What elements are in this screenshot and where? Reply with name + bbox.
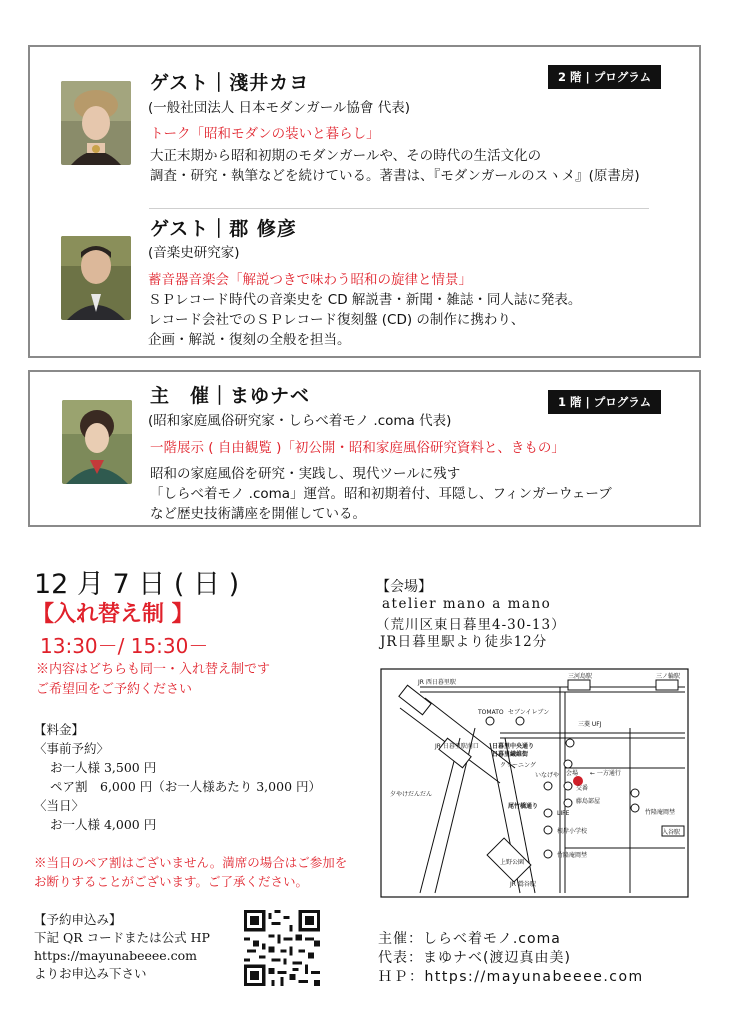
event-system: 【入れ替え制 】 [32,601,194,627]
qr-code[interactable] [244,910,320,986]
fee-notice-2: お断りすることがございます。ご了承ください。 [34,874,309,889]
host-photo [62,400,132,484]
guest2-photo [61,236,131,320]
map-label-yuyake: 夕やけだんだん [390,791,433,798]
host-desc-3: など歴史技術講座を開催している。 [150,506,366,522]
host-name: 主 催｜まゆナベ [150,385,311,407]
reservation-line1: 下記 QR コードまたは公式 HP [34,930,210,945]
map-label-koban: 交番 [576,785,589,792]
event-date: 12 月 7 日 ( 日 ) [34,569,240,600]
map-label-uguisudani: JR 鶯谷駅 [510,881,536,888]
fee-pre-pair: ペア割 6,000 円（お一人様あたり 3,000 円） [50,779,321,794]
map-label-takedai-r: 竹隆庵岡埜 [645,809,676,816]
guest1-program: トーク「昭和モダンの装いと暮らし」 [150,126,380,142]
fee-title: 【料金】 [34,722,85,737]
guest2-program: 蓄音器音楽会「解説つきで味わう昭和の旋律と情景」 [148,272,472,288]
event-times: 13:30－/ 15:30－ [40,634,209,658]
map-label-iriya: 入谷駅 [662,829,681,836]
map-label-street1: 日暮里中央通り [492,743,535,750]
guest1-affiliation: (一般社団法人 日本モダンガール協會 代表) [148,100,410,116]
venue-name: atelier mano a mano [382,596,552,612]
map-label-fujiya: 藤島部屋 [576,798,601,805]
fee-pre-label: 〈事前予約〉 [34,741,110,756]
guest1-name: ゲスト｜淺井カヨ [150,72,310,94]
guest2-affiliation: (音楽史研究家) [148,245,240,261]
host-program: 一階展示 ( 自由観覧 )「初公開・昭和家庭風俗研究資料と、きもの」 [150,440,565,456]
map-label-takedai-b: 竹隆庵岡埜 [557,852,588,859]
host-affiliation: (昭和家庭風俗研究家・しらべ着モノ .coma 代表) [148,413,452,429]
map-label-school: 根岸小学校 [557,828,588,835]
map-label-oneway: ← 一方通行 [590,770,621,777]
event-note-2: ご希望回をご予約ください [36,682,193,697]
guest2-desc-1: ＳＰレコード時代の音楽史を CD 解説書・新聞・雑誌・同人誌に発表。 [148,292,582,308]
credit-hp[interactable]: ＨＰ：https://mayunabeeee.com [378,969,644,985]
map-label-takeday: 尾竹橋通り [508,803,539,810]
map-label-minowa: 三ノ輪駅 [656,673,681,680]
map-label-street2: 日暮里繊維街 [492,751,529,758]
event-note-1: ※内容はどちらも同一・入れ替え制です [36,662,271,677]
guest2-name: ゲスト｜郡 修彦 [150,218,297,240]
guest2-desc-2: レコード会社でのＳＰレコード復刻盤 (CD) の制作に携わり、 [148,312,525,328]
map-label-tomato: TOMATO [478,709,504,716]
guest1-desc-1: 大正末期から昭和初期のモダンガールや、その時代の生活文化の [150,148,542,164]
map-label-mufg: 三菱 UFJ [578,721,602,728]
venue-title: 【会場】 [376,579,432,595]
credit-organizer: 主催：しらべ着モノ.coma [378,931,561,947]
guest1-photo [61,81,131,165]
map-label-nippori-south: JR 日暮里駅南口 [435,743,479,750]
fee-day-label: 〈当日〉 [34,798,85,813]
map-label-life: LIFE [557,810,570,817]
fee-pre-single: お一人様 3,500 円 [50,760,157,775]
map-label-venue: 会場 [566,770,579,777]
host-badge: 1 階 | プログラム [548,390,661,414]
host-desc-1: 昭和の家庭風俗を研究・実践し、現代ツールに残す [150,466,461,482]
map-label-jr-nishi: JR 西日暮里駅 [418,679,456,686]
divider [149,208,649,209]
reservation-line3: よりお申込み下さい [34,966,147,981]
map-label-seven: セブンイレブン [508,709,550,716]
guest1-desc-2: 調査・研究・執筆などを続けている。著書は、『モダンガールのスヽメ』(原書房) [150,168,640,184]
guest1-badge: 2 階 | プログラム [548,65,661,89]
map-label-inaya: いなげや [535,772,560,779]
map-label-ueno: 上野公園 [500,859,525,866]
venue-address: （荒川区東日暮里4-30-13） [376,617,566,633]
access-map [380,668,689,898]
fee-notice-1: ※当日のペア割はございません。満席の場合はご参加を [34,855,348,870]
host-desc-2: 「しらべ着モノ .coma」運営。昭和初期着付、耳隠し、フィンガーウェーブ [150,486,612,502]
credit-representative: 代表：まゆナベ(渡辺真由美) [378,950,571,966]
venue-access: JR日暮里駅より徒歩12分 [380,634,548,650]
map-label-mikawajima: 三河島駅 [568,673,593,680]
fee-day-single: お一人様 4,000 円 [50,817,157,832]
reservation-url[interactable]: https://mayunabeeee.com [34,948,198,963]
reservation-title: 【予約申込み】 [34,912,122,927]
map-label-cleaning: クリーニング [500,762,536,769]
guest2-desc-3: 企画・解説・復刻の全般を担当。 [148,332,351,348]
